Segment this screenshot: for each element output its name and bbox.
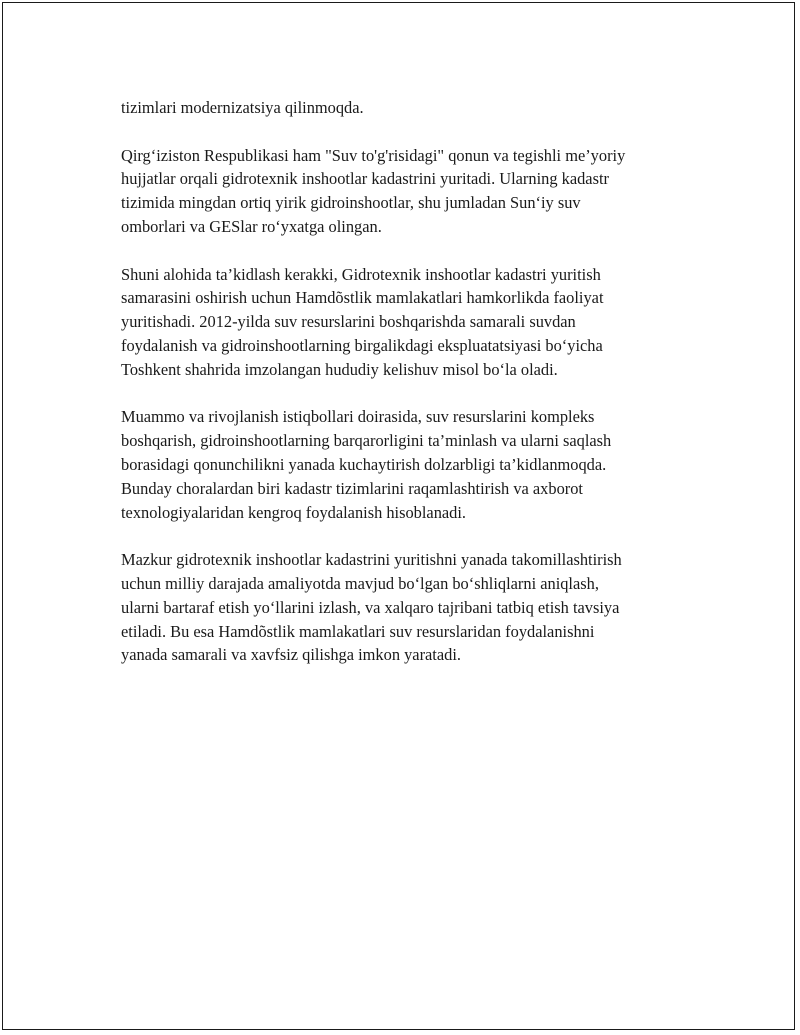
text-line: tizimlari modernizatsiya qilinmoqda. — [121, 98, 364, 117]
document-body — [121, 96, 721, 691]
paragraph-3 — [121, 263, 721, 382]
document-page — [2, 2, 795, 1030]
text-line: Bunday choralardan biri kadastr tizimlarini raqamlashtirish va axborot — [121, 478, 583, 498]
text-line: Mazkur gidrotexnik inshootlar kadastrini yuritishni yanada takomillashtirish — [121, 550, 622, 570]
text-line: Toshkent shahrida imzolangan hududiy kelishuv misol bo‘la oladi. — [121, 359, 558, 379]
text-line: Muammo va rivojlanish istiqbollari doirasida, suv resurslarini kompleks — [121, 407, 595, 427]
text-line: foydalanish va gidroinshootlarning birgalikdagi ekspluatatsiyasi bo‘yicha — [121, 335, 603, 355]
paragraph-1 — [121, 96, 721, 120]
text-line: Qirg‘iziston Respublikasi ham "Suv to'g'risidagi" qonun va tegishli me’yoriy — [121, 145, 626, 165]
text-line: yanada samarali va xavfsiz qilishga imkon yaratadi. — [121, 645, 461, 665]
text-line: ularni bartaraf etish yo‘llarini izlash, va xalqaro tajribani tatbiq etish tavsiya — [121, 597, 620, 617]
text-line: yuritishadi. 2012-yilda suv resurslarini boshqarishda samarali suvdan — [121, 312, 576, 332]
text-line: borasidagi qonunchilikni yanada kuchaytirish dolzarbligi ta’kidlanmoqda. — [121, 454, 607, 474]
paragraph-2 — [121, 144, 721, 239]
text-line: omborlari va GESlar ro‘yxatga olingan. — [121, 216, 382, 236]
paragraph-5 — [121, 548, 721, 667]
text-line: samarasini oshirish uchun Hamdõstlik mamlakatlari hamkorlikda faoliyat — [121, 288, 604, 308]
text-line: tizimida mingdan ortiq yirik gidroinshootlar, shu jumladan Sun‘iy suv — [121, 193, 581, 213]
text-line: etiladi. Bu esa Hamdõstlik mamlakatlari suv resurslaridan foydalanishni — [121, 621, 595, 641]
text-line: hujjatlar orqali gidrotexnik inshootlar kadastrini yuritadi. Ularning kadastr — [121, 169, 609, 189]
text-line: boshqarish, gidroinshootlarning barqarorligini ta’minlash va ularni saqlash — [121, 431, 612, 451]
paragraph-4 — [121, 405, 721, 524]
text-line: uchun milliy darajada amaliyotda mavjud bo‘lgan bo‘shliqlarni aniqlash, — [121, 573, 599, 593]
text-line: Shuni alohida ta’kidlash kerakki, Gidrotexnik inshootlar kadastri yuritish — [121, 264, 601, 284]
text-line: texnologiyalaridan kengroq foydalanish hisoblanadi. — [121, 502, 467, 522]
